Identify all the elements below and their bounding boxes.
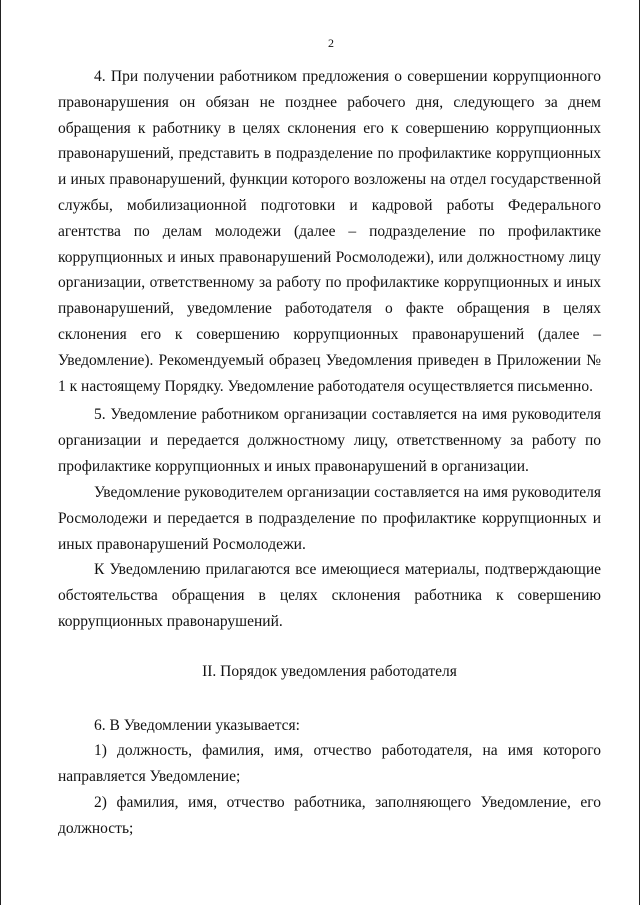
paragraph-6-item-1: 1) должность, фамилия, имя, отчество работодателя, на имя которого направляется Уведомление; bbox=[58, 742, 601, 785]
paragraph-5: 5. Уведомление работником организации составляется на имя руководителя организации и передается должностному лицу, ответственному за работу по профилактике коррупционных и иных правонарушений в организации. bbox=[58, 406, 601, 475]
page-number: 2 bbox=[328, 36, 334, 50]
paragraph-4: 4. При получении работником предложения о совершении коррупционного правонарушения он обязан не позднее рабочего дня, следующего за днем обращения к работнику в целях склонения его к совершению коррупционных правонарушений, представить в подразделение по профилактике коррупционных и иных правонарушений, функции которого возложены на отдел государственной службы, мобилизационной подготовки и кадровой работы Федерального агентства по делам молодежи (далее – подразделение по профилактике коррупционных и иных правонарушений Росмолодежи), или должностному лицу организации, ответственному за работу по профилактике коррупционных и иных правонарушений, уведомление работодателя о факте обращения в целях склонения его к совершению коррупционных правонарушений (далее – Уведомление). Рекомендуемый образец Уведомления приведен в Приложении № 1 к настоящему Порядку. Уведомление работодателя осуществляется письменно. bbox=[58, 68, 601, 395]
paragraph-6-item-2: 2) фамилия, имя, отчество работника, заполняющего Уведомление, его должность; bbox=[58, 794, 601, 837]
paragraph-5-head-notice: Уведомление руководителем организации составляется на имя руководителя Росмолодежи и передается в подразделение по профилактике коррупционных и иных правонарушений Росмолодежи. bbox=[58, 484, 601, 553]
paragraph-6: 6. В Уведомлении указывается: bbox=[94, 717, 300, 734]
paragraph-5-attachments: К Уведомлению прилагаются все имеющиеся материалы, подтверждающие обстоятельства обращения в целях склонения работника к совершению коррупционных правонарушений. bbox=[58, 561, 601, 630]
section-heading: II. Порядок уведомления работодателя bbox=[202, 663, 457, 680]
